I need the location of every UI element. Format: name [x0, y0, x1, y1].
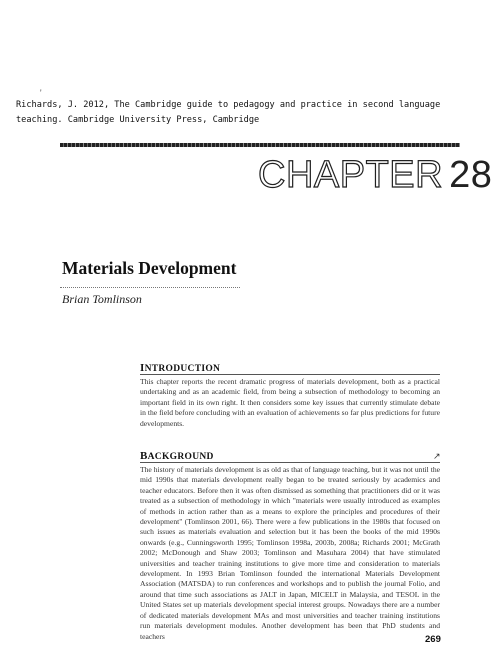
chapter-word: CHAPTER [258, 154, 444, 196]
citation-line-1: Richards, J. 2012, The Cambridge guide to pedagogy and practice in second language [16, 100, 441, 110]
background-heading-cap: B [140, 450, 148, 462]
scan-tick: ↗ [433, 451, 441, 461]
background-heading-rest: ACKGROUND [147, 452, 214, 462]
background-heading [140, 450, 214, 462]
chapter-number: 28 [449, 154, 492, 196]
introduction-text: This chapter reports the recent dramatic progress of materials development, both as a practical undertaking and as an academic field, from being a subsection of methodology to becoming an important field in its own right. It then considers some key issues that currently stimulate debate in the field before concluding with an evaluation of achievements so far plus predictions for future developments. [140, 377, 440, 428]
chapter-heading [258, 152, 492, 198]
author-name: Brian Tomlinson [62, 292, 142, 306]
introduction-heading [140, 362, 220, 374]
scan-speck: ' [40, 88, 42, 98]
background-rule [140, 462, 440, 463]
citation-note [16, 98, 466, 128]
introduction-heading-cap: I [140, 362, 145, 374]
introduction-rule [140, 374, 440, 375]
page-number: 269 [425, 634, 441, 645]
chapter-title: Materials Development [62, 258, 237, 278]
introduction-paragraph [140, 377, 440, 429]
citation-line-2: teaching. Cambridge University Press, Cambridge [16, 115, 260, 125]
title-rule [60, 287, 240, 289]
introduction-heading-rest: NTRODUCTION [144, 364, 221, 374]
background-text: The history of materials development is as old as that of language teaching, but it was not until the mid 1990s that materials development really began to be treated seriously by academics and teacher educators. Before then it was often dismissed as something that practitioners did or it was treated as a subsection of methodology in which "materials were usually introduced as examples of methods in action rather than as a means to explore the principles and procedures of their development" (Tomlinson 2001, 66). There were a few publications in the 1980s that focused on such issues as materials evaluation and selection but it has been the books of the mid 1990s onwards (e.g., Cunningsworth 1995; Tomlinson 1998a, 2003b, 2008a; Richards 2001; McGrath 2002; McDonough and Shaw 2003; Tomlinson and Masuhara 2004) that have stimulated universities and teacher training institutions to give more time and consideration to materials development. In 1993 Brian Tomlinson founded the international Materials Development Association (MATSDA) to run conferences and workshops and to publish the journal Folio, and around that time such associations as JALT in Japan, MICELT in Malaysia, and TESOL in the United States set up materials development special interest groups. Nowadays there are a number of dedicated materials development MAs and most universities and teacher training institutions run materials development modules. Another development has been that PhD students and teachers [140, 465, 440, 641]
chapter-rule [60, 143, 460, 147]
background-paragraph [140, 465, 440, 642]
